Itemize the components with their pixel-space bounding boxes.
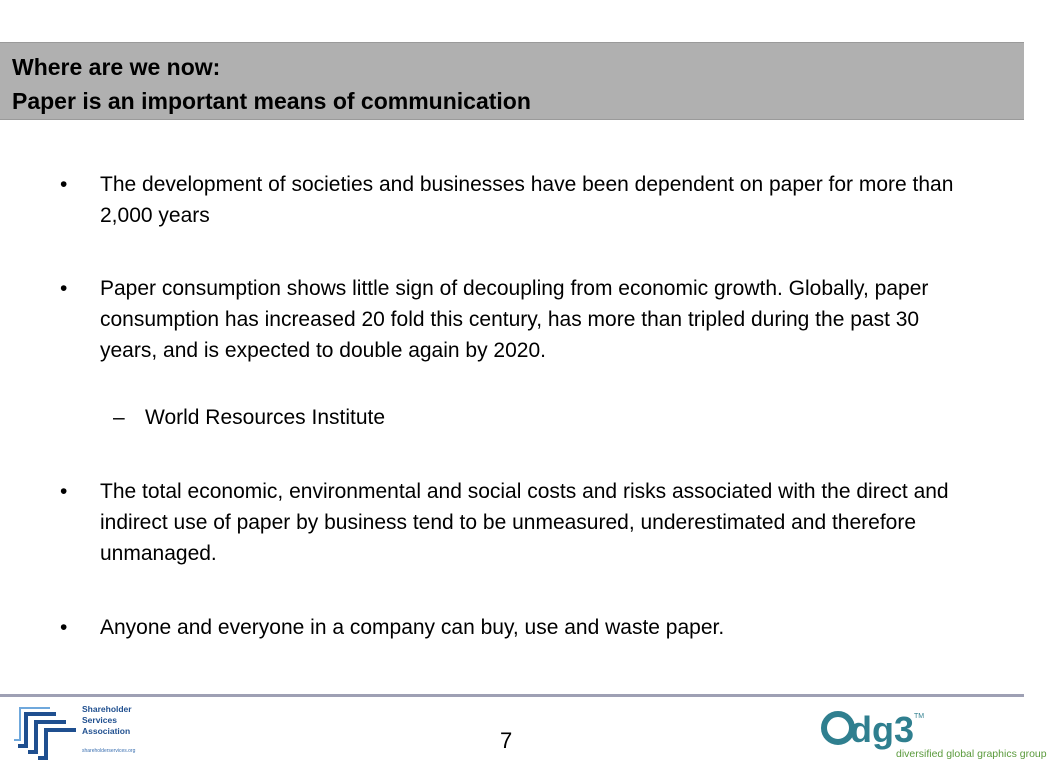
dg3-logo bbox=[820, 704, 1047, 764]
dg3-tagline: diversified global graphics group bbox=[896, 748, 1047, 760]
bullet-marker: • bbox=[60, 480, 68, 503]
sub-bullet-text: World Resources Institute bbox=[145, 406, 386, 429]
dg3-trademark: TM bbox=[914, 713, 925, 720]
bullet-item bbox=[60, 273, 980, 397]
dg3-ring-icon bbox=[824, 714, 852, 742]
bullet-text: Anyone and everyone in a company can buy, use and waste paper. bbox=[100, 616, 725, 639]
ssa-emblem-icon bbox=[12, 702, 78, 760]
shareholder-services-association-logo bbox=[12, 702, 142, 762]
ssa-logo-line-1: Shareholder bbox=[82, 704, 132, 714]
title-bar bbox=[0, 42, 1024, 120]
slide-title-line-1: Where are we now: bbox=[12, 54, 221, 80]
bullet-text: The development of societies and businesses have been dependent on paper for more than 2,000 years bbox=[100, 173, 954, 227]
bullet-text: The total economic, environmental and social costs and risks associated with the direct and indirect use of paper by business tend to be unmeasured, underestimated and therefore unmanaged. bbox=[100, 480, 949, 565]
bullet-marker: • bbox=[60, 173, 68, 196]
ssa-logo-line-3: Association bbox=[82, 726, 131, 736]
bullet-item bbox=[60, 476, 980, 569]
bullet-text: Paper consumption shows little sign of decoupling from economic growth. Globally, paper consumption has increased 20 fold this century, has more than tripled during the past 30 years, and is expected to double again by 2020. bbox=[100, 277, 929, 362]
dg3-wordmark: dg3 bbox=[850, 709, 915, 750]
footer-divider bbox=[0, 694, 1024, 697]
bullet-item bbox=[60, 169, 980, 231]
sub-bullet-marker: – bbox=[113, 406, 125, 429]
slide-title-line-2: Paper is an important means of communication bbox=[12, 88, 531, 114]
ssa-logo-line-2: Services bbox=[82, 715, 117, 725]
dg3-logo-mark bbox=[820, 704, 930, 748]
bullet-item bbox=[60, 612, 980, 643]
page-number: 7 bbox=[500, 728, 513, 753]
ssa-logo-url: shareholderservices.org bbox=[82, 748, 136, 754]
bullet-marker: • bbox=[60, 277, 68, 300]
bullet-marker: • bbox=[60, 616, 68, 639]
